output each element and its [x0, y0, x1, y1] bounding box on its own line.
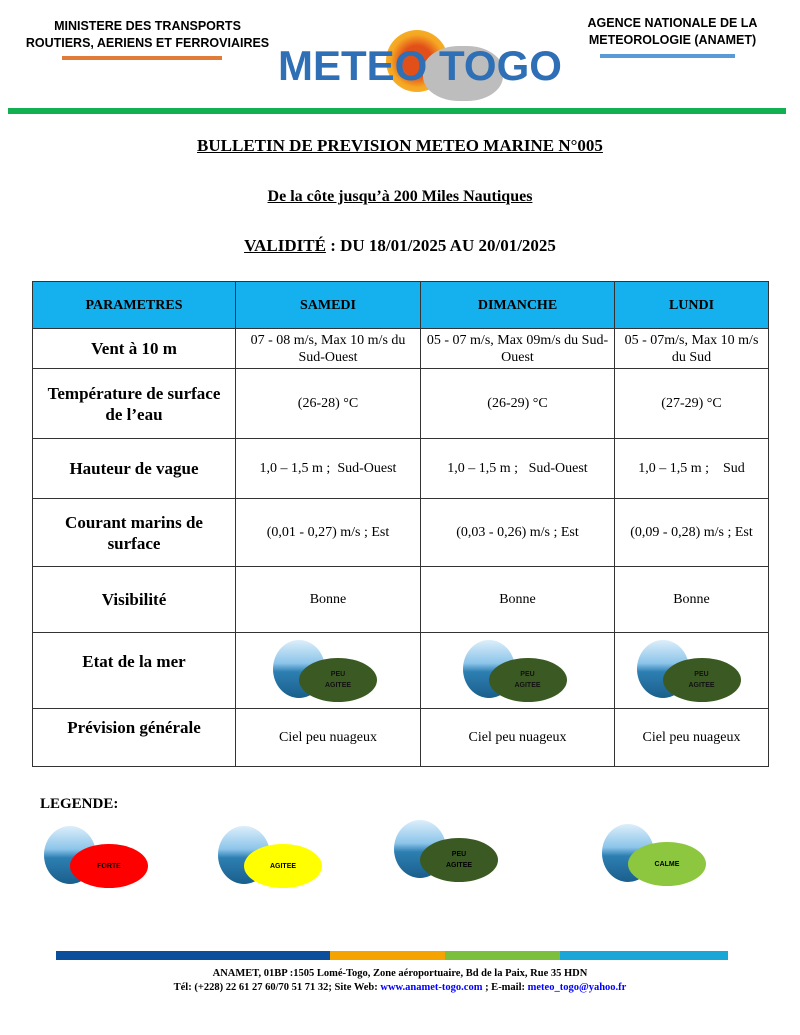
ministry-line: MINISTERE DES TRANSPORTS	[54, 19, 241, 33]
row-label: Température de surface de l’eau	[33, 369, 236, 439]
table-header-row	[33, 282, 769, 329]
row-label: Courant marins de surface	[33, 499, 236, 567]
cell: Bonne	[615, 567, 769, 633]
validity	[0, 236, 800, 256]
blue-divider	[600, 54, 735, 58]
bar-segment	[56, 951, 330, 960]
legend-title: LEGENDE:	[40, 796, 119, 812]
row-label: Visibilité	[33, 567, 236, 633]
logo-text: METEO TOGO	[278, 42, 562, 89]
forecast-table	[32, 281, 769, 767]
website-link[interactable]: www.anamet-togo.com	[380, 982, 483, 993]
cell: (0,01 - 0,27) m/s ; Est	[236, 499, 421, 567]
state-text: AGITEE	[445, 862, 473, 869]
coverage-subtitle: De la côte jusqu’à 200 Miles Nautiques	[267, 188, 533, 205]
email-label: ; E-mail:	[482, 982, 528, 993]
state-text: CALME	[654, 860, 680, 868]
state-text: AGITEE	[324, 681, 352, 689]
cell: (26-28) °C	[236, 369, 421, 439]
table-row	[33, 567, 769, 633]
footer-address: ANAMET, 01BP :1505 Lomé-Togo, Zone aéroportuaire, Bd de la Paix, Rue 35 HDN	[212, 968, 588, 979]
validity-dates: : DU 18/01/2025 AU 20/01/2025	[325, 236, 556, 255]
state-oval	[70, 844, 148, 888]
row-label: Vent à 10 m	[33, 329, 236, 369]
legend-item-calme	[602, 824, 712, 886]
column-header: SAMEDI	[236, 282, 421, 329]
ministry-line: ROUTIERS, AERIENS ET FERROVIAIRES	[25, 36, 270, 50]
state-text: AGITEE	[269, 862, 297, 870]
cell: 07 - 08 m/s, Max 10 m/s du Sud-Ouest	[236, 329, 421, 369]
bar-segment	[445, 951, 560, 960]
orange-divider	[62, 56, 222, 60]
state-text: PEU	[520, 670, 535, 678]
state-oval	[663, 658, 741, 702]
meteo-togo-logo	[278, 28, 568, 108]
legend-item-peu-agitee	[394, 820, 504, 882]
green-divider	[8, 108, 786, 114]
sea-state-cell	[615, 633, 769, 709]
sea-state-badge	[463, 640, 573, 702]
cell: (0,09 - 0,28) m/s ; Est	[615, 499, 769, 567]
cell: Ciel peu nuageux	[236, 709, 421, 767]
cell: Ciel peu nuageux	[615, 709, 769, 767]
sea-state-badge	[637, 640, 747, 702]
bar-segment	[560, 951, 728, 960]
ministry-name	[20, 18, 275, 52]
footer-tel: Tél: (+228) 22 61 27 60/70 51 71 32; Site Web:	[173, 982, 381, 993]
state-text: AGITEE	[688, 681, 715, 689]
cell: 1,0 – 1,5 m ; Sud	[615, 439, 769, 499]
agency-line: AGENCE NATIONALE DE LA	[587, 16, 758, 30]
state-text: PEU	[451, 851, 467, 858]
cell: Ciel peu nuageux	[421, 709, 615, 767]
validity-label: VALIDITÉ	[244, 236, 326, 255]
cell: 1,0 – 1,5 m ; Sud-Ouest	[421, 439, 615, 499]
legend-item-agitee	[218, 826, 328, 888]
cell: (27-29) °C	[615, 369, 769, 439]
table-row	[33, 709, 769, 767]
bulletin-title: BULLETIN DE PREVISION METEO MARINE N°005	[197, 136, 603, 155]
sea-state-cell	[421, 633, 615, 709]
state-text: PEU	[694, 670, 709, 678]
table-row	[33, 439, 769, 499]
sea-state-badge	[273, 640, 383, 702]
state-oval	[420, 838, 498, 882]
row-label: Hauteur de vague	[33, 439, 236, 499]
sea-state-cell	[236, 633, 421, 709]
footer	[0, 967, 800, 995]
state-oval	[299, 658, 377, 702]
cell: (0,03 - 0,26) m/s ; Est	[421, 499, 615, 567]
column-header: PARAMETRES	[33, 282, 236, 329]
legend-item-forte	[44, 826, 154, 888]
cell: Bonne	[421, 567, 615, 633]
cell: 05 - 07 m/s, Max 09m/s du Sud-Ouest	[421, 329, 615, 369]
state-oval	[628, 842, 706, 886]
email-link[interactable]: meteo_togo@yahoo.fr	[527, 982, 627, 993]
row-label: Prévision générale	[33, 709, 236, 767]
table-row	[33, 329, 769, 369]
footer-color-bar	[56, 951, 728, 960]
table-row	[33, 633, 769, 709]
state-oval	[244, 844, 322, 888]
state-oval	[489, 658, 567, 702]
agency-line: METEOROLOGIE (ANAMET)	[588, 33, 757, 47]
state-text: AGITEE	[514, 681, 541, 689]
bar-segment	[330, 951, 445, 960]
column-header: LUNDI	[615, 282, 769, 329]
cell: (26-29) °C	[421, 369, 615, 439]
table-row	[33, 499, 769, 567]
table-row	[33, 369, 769, 439]
state-text: PEU	[330, 670, 346, 678]
agency-name	[575, 15, 770, 49]
row-label: Etat de la mer	[33, 633, 236, 709]
column-header: DIMANCHE	[421, 282, 615, 329]
cell: 1,0 – 1,5 m ; Sud-Ouest	[236, 439, 421, 499]
cell: 05 - 07m/s, Max 10 m/s du Sud	[615, 329, 769, 369]
footer-contact	[0, 981, 800, 995]
cell: Bonne	[236, 567, 421, 633]
state-text: FORTE	[97, 862, 121, 870]
